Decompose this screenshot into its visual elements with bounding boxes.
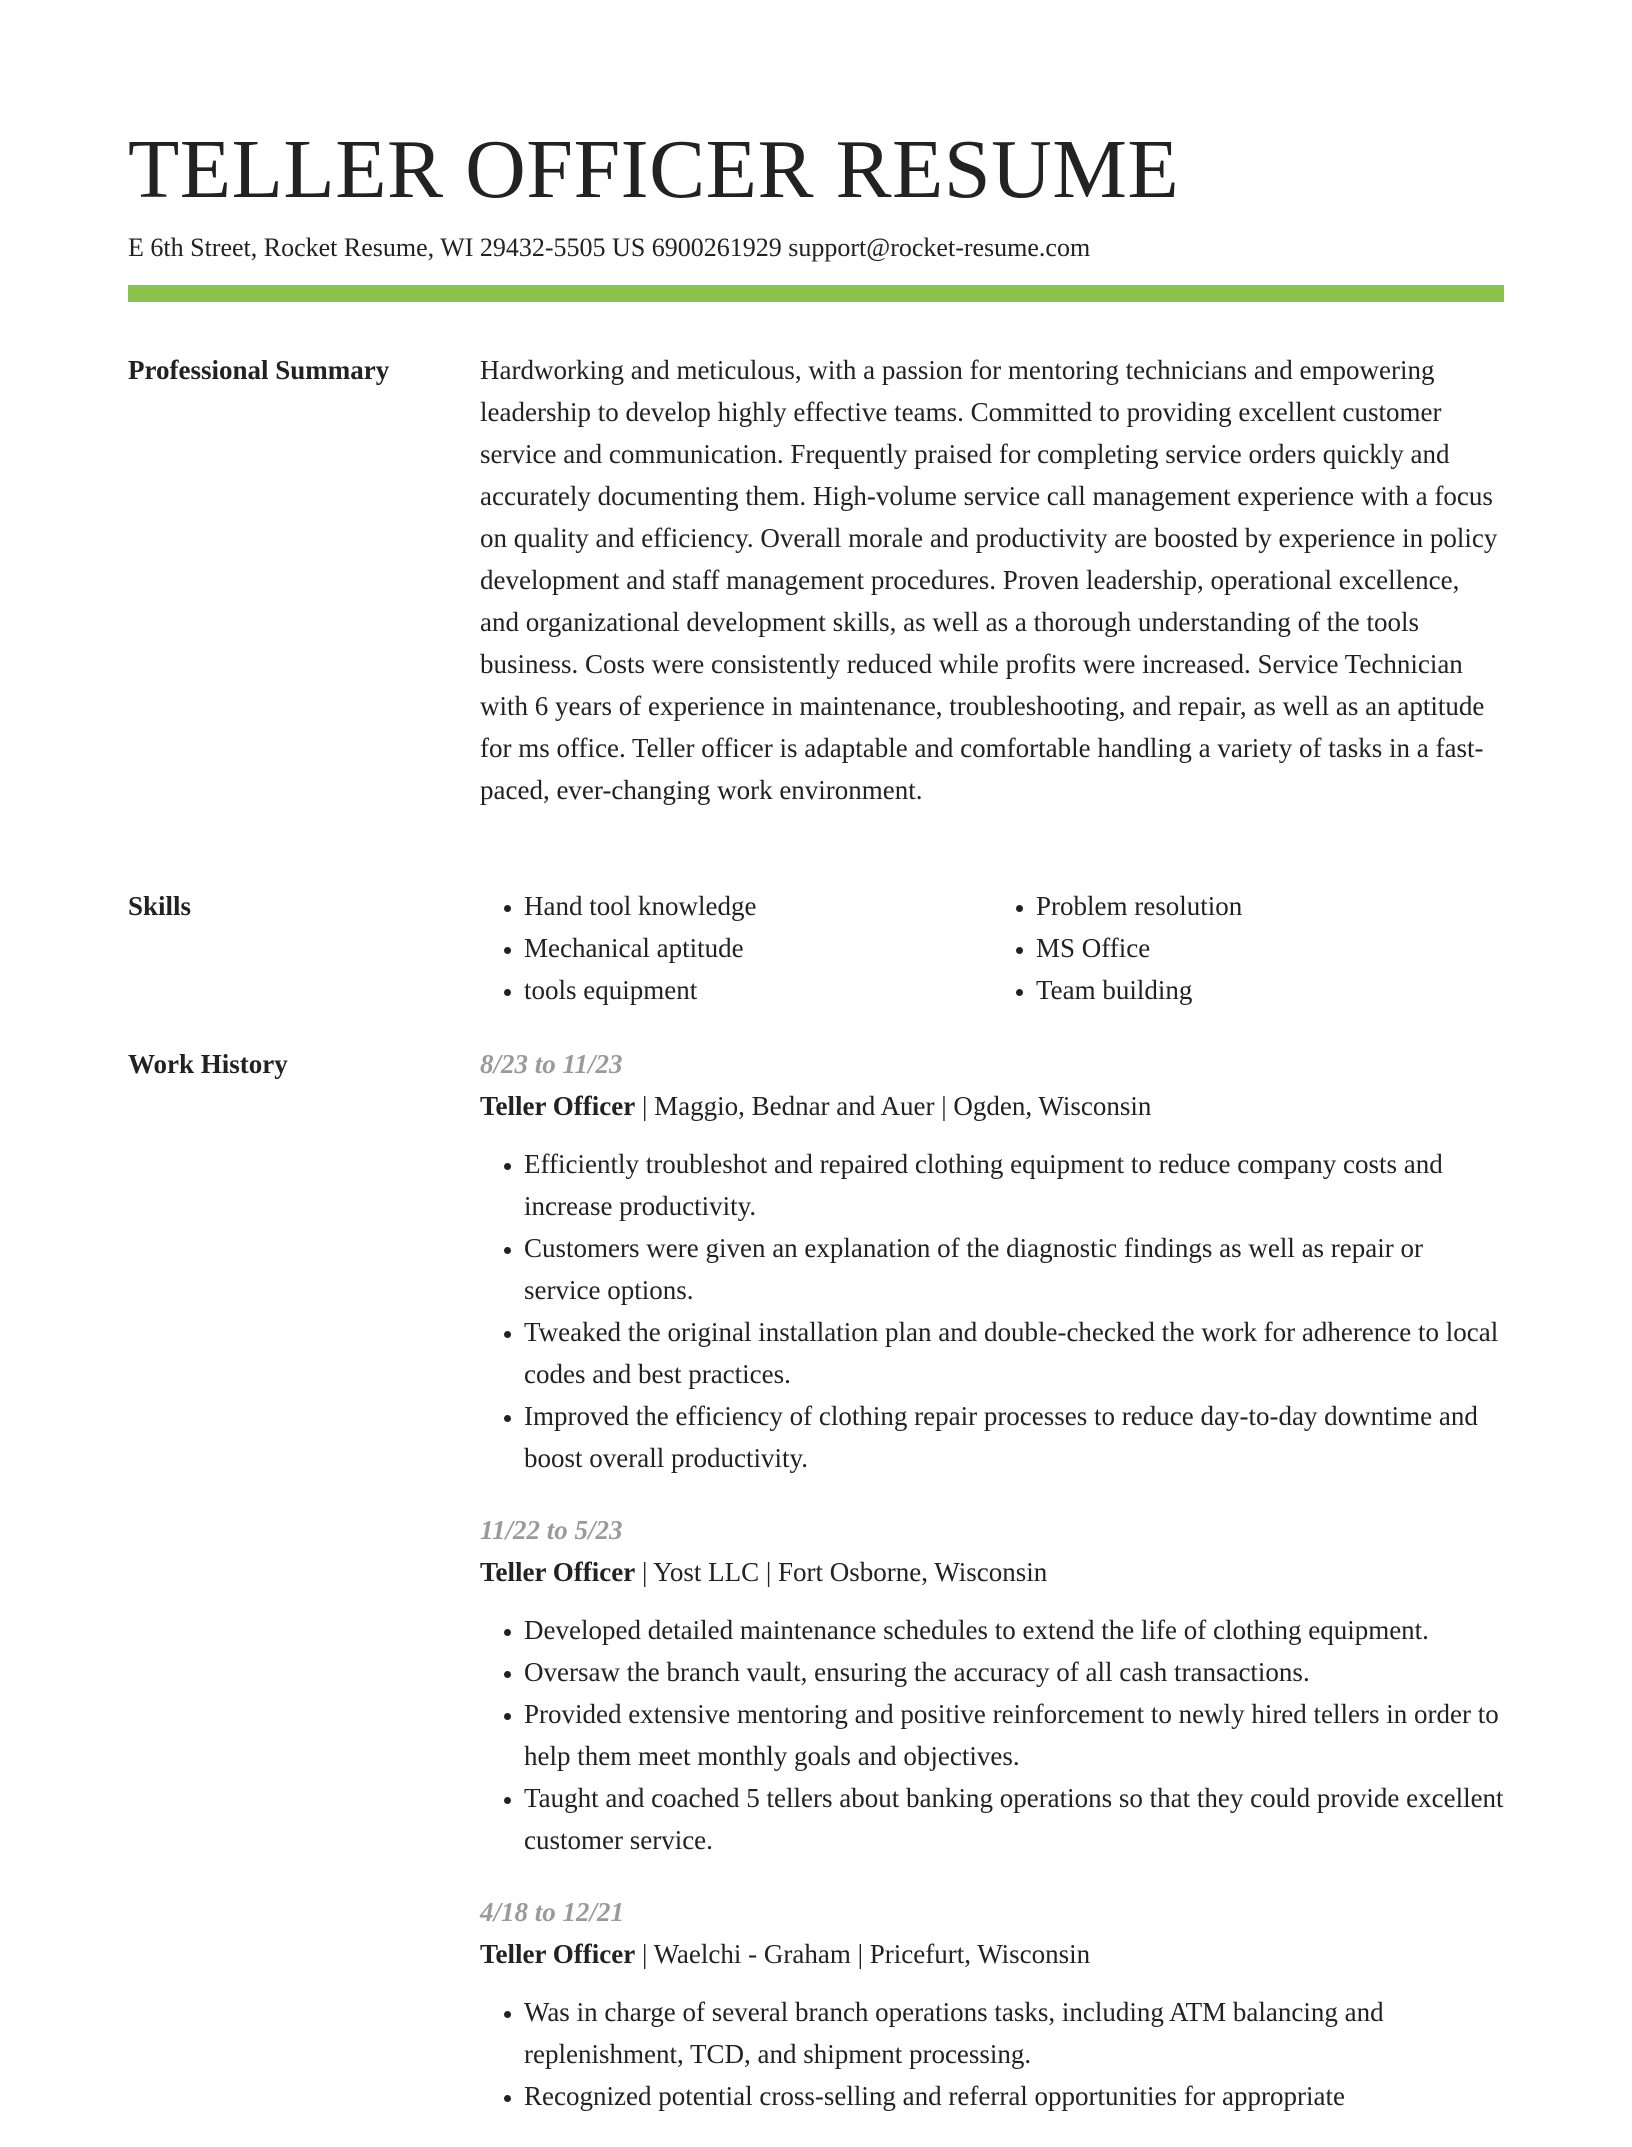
skill-item: • tools equipment: [524, 969, 992, 1011]
job-entry: [480, 1043, 1504, 1479]
job-bullet: • Customers were given an explanation of the diagnostic findings as well as repair or service options.: [524, 1227, 1504, 1311]
job-bullets: [480, 1609, 1504, 1861]
summary-label: Professional Summary: [128, 355, 390, 385]
job-bullet: • Efficiently troubleshot and repaired clothing equipment to reduce company costs and increase productivity.: [524, 1143, 1504, 1227]
job-dates: 4/18 to 12/21: [480, 1897, 625, 1927]
job-bullets: [480, 1991, 1504, 2117]
job-bullet: • Improved the efficiency of clothing repair processes to reduce day-to-day downtime and boost overall productivity.: [524, 1395, 1504, 1479]
job-bullet: • Developed detailed maintenance schedules to extend the life of clothing equipment.: [524, 1609, 1504, 1651]
contact-line: E 6th Street, Rocket Resume, WI 29432-5505 US 6900261929 support@rocket-resume.com: [128, 233, 1091, 262]
job-dates: 11/22 to 5/23: [480, 1515, 623, 1545]
job-bullet: • Oversaw the branch vault, ensuring the accuracy of all cash transactions.: [524, 1651, 1504, 1693]
skill-item: • Mechanical aptitude: [524, 927, 992, 969]
skills-list-left: [480, 885, 992, 1011]
job-entry: [480, 1891, 1504, 2117]
resume-title: TELLER OFFICER RESUME: [128, 123, 1180, 216]
job-details: | Maggio, Bednar and Auer | Ogden, Wisconsin: [635, 1091, 1152, 1121]
job-details: | Waelchi - Graham | Pricefurt, Wisconsin: [635, 1939, 1091, 1969]
skill-item: • Problem resolution: [1036, 885, 1504, 927]
summary-body: [480, 349, 1504, 811]
summary-text: Hardworking and meticulous, with a passion for mentoring technicians and empowering leadership to develop highly effective teams. Committed to providing excellent customer service and communication. Frequently praised for completing service orders quickly and accurately documenting them. High-volume service call management experience with a focus on quality and efficiency. Overall morale and productivity are boosted by experience in policy development and staff management procedures. Proven leadership, operational excellence, and organizational development skills, as well as a thorough understanding of the tools business. Costs were consistently reduced while profits were increased. Service Technician with 6 years of experience in maintenance, troubleshooting, and repair, as well as an aptitude for ms office. Teller officer is adaptable and comfortable handling a variety of tasks in a fast-paced, ever-changing work environment.: [480, 355, 1498, 805]
job-heading: [480, 1551, 1504, 1593]
skill-item: • Team building: [1036, 969, 1504, 1011]
work-history-body: [480, 1043, 1504, 2147]
job-heading: [480, 1933, 1504, 1975]
skills-body: [480, 885, 1504, 1011]
job-heading: [480, 1085, 1504, 1127]
job-title: Teller Officer: [480, 1557, 636, 1587]
job-bullet: • Recognized potential cross-selling and referral opportunities for appropriate: [524, 2075, 1504, 2117]
job-title: Teller Officer: [480, 1091, 636, 1121]
accent-divider: [128, 285, 1504, 302]
job-bullet: • Provided extensive mentoring and positive reinforcement to newly hired tellers in order to help them meet monthly goals and objectives.: [524, 1693, 1504, 1777]
job-title: Teller Officer: [480, 1939, 636, 1969]
job-bullet: • Was in charge of several branch operations tasks, including ATM balancing and replenishment, TCD, and shipment processing.: [524, 1991, 1504, 2075]
skills-list-right: [992, 885, 1504, 1011]
job-bullets: [480, 1143, 1504, 1479]
job-entry: [480, 1509, 1504, 1861]
job-details: | Yost LLC | Fort Osborne, Wisconsin: [635, 1557, 1048, 1587]
skills-label: Skills: [128, 891, 192, 921]
work-history-label: Work History: [128, 1049, 288, 1079]
job-bullet: • Taught and coached 5 tellers about banking operations so that they could provide excellent customer service.: [524, 1777, 1504, 1861]
job-bullet: • Tweaked the original installation plan and double-checked the work for adherence to local codes and best practices.: [524, 1311, 1504, 1395]
skill-item: • Hand tool knowledge: [524, 885, 992, 927]
job-dates: 8/23 to 11/23: [480, 1049, 623, 1079]
skill-item: • MS Office: [1036, 927, 1504, 969]
